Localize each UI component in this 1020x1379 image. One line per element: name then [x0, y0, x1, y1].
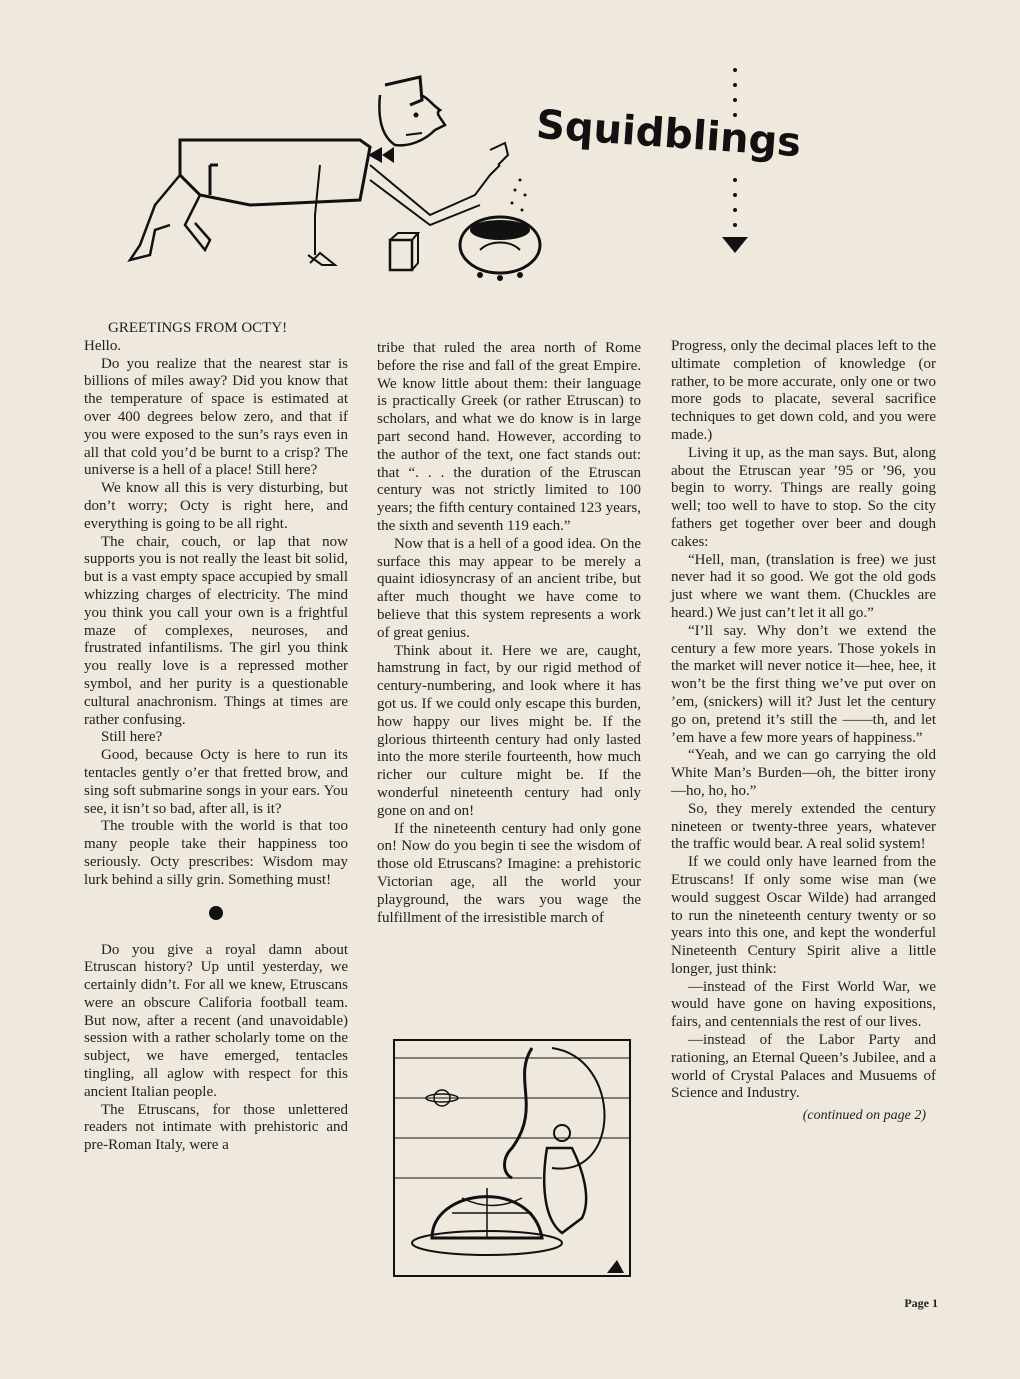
paragraph: —instead of the Labor Party and rationing, an Eternal Queen’s Jubilee, and a world of Crystal Palaces and Musuems of Science and Industry. — [671, 1032, 936, 1102]
paragraph: The Etruscans, for those unlettered readers not intimate with prehistoric and pre-Roman Italy, were a — [84, 1101, 348, 1154]
paragraph: tribe that ruled the area north of Rome before the rise and fall of the great Empire. We know little about them: their language is practically Greek (or rather Etruscan) to scholars, and what we do know is in large part second hand. However, according to the author of the text, one fact stands out: that “. . . the duration of the Etruscan century was not strictly limited to 100 years; the fifth century contained 123 years, the sixth and seventh 119 each.” — [377, 340, 641, 534]
paragraph: Now that is a hell of a good idea. On the surface this may appear to be merely a quaint idiosyncrasy of an ancient tribe, but after much thought we have come to believe that this system represents a work of great genius. — [377, 535, 641, 641]
cartoon-illustration — [392, 1038, 632, 1278]
column-2 — [377, 340, 641, 927]
page-number: Page 1 — [904, 1296, 938, 1310]
hello-line: Hello. — [84, 337, 122, 354]
column-1 — [84, 320, 348, 1155]
paragraph: We know all this is very disturbing, but don’t worry; Octy is right here, and everything is going to be all right. — [84, 480, 348, 532]
paragraph: “Hell, man, (translation is free) we just never had it so good. We got the old gods just where we want them. (Chuckles are heard.) We just can’t let it all go.” — [671, 551, 936, 621]
masthead — [110, 55, 930, 310]
paragraph: Do you give a royal damn about Etruscan history? Up until yesterday, we certainly didn’t. For all we knew, Etruscans were an obscure Califoria football team. But now, after a recent (and unavoidable) session with a rather scholarly tome on the subject, we have emerged, tentacles tingling, all aglow with respect for this ancient Italian people. — [84, 941, 348, 1100]
paragraph: Think about it. Here we are, caught, hamstrung in fact, by our rigid method of century-numbering, and look where it has got us. If we could only escape this burden, how happy our lives might be. If the glorious thirteenth century had only lasted into the more sterile fourteenth, how much richer our culture might be. If the wonderful nineteenth century had only gone on and on! — [377, 642, 641, 819]
paragraph: If the nineteenth century had only gone on! Now do you begin ti see the wisdom of those old Etruscans? Imagine: a prehistoric Victorian age, all the world your playground, the wars you wage the fulfillment of the irresistible march of — [377, 820, 641, 926]
paragraph: Living it up, as the man says. But, along about the Etruscan year ’95 or ’96, you begin to worry. Things are really going well; too well to have to stop. So the city fathers get together over beer and dough cakes: — [671, 444, 936, 550]
paragraph: If we could only have learned from the Etruscans! If only some wise man (we would suggest Oscar Wilde) had arranged to run the nineteenth century twenty or so years into this one, and kept the wonderful Nineteenth Century Spirit alive a little longer, just think: — [671, 854, 936, 977]
section-divider-dot — [209, 906, 223, 920]
paragraph: The trouble with the world is that too many people take their happiness too seriously. Octy prescribes: Wisdom may lurk behind a silly grin. Something must! — [84, 818, 348, 888]
continued-note: (continued on page 2) — [802, 1108, 926, 1124]
paragraph: “Yeah, and we can go carrying the old White Man’s Burden—oh, the bitter irony—ho, ho, ho.” — [671, 747, 936, 799]
paragraph: —instead of the First World War, we would have gone on having expositions, fairs, and centennials the rest of our lives. — [671, 978, 936, 1031]
paragraph: The chair, couch, or lap that now supports you is not really the least bit solid, but is a vast empty space accupied by small whizzing charges of electricity. The mind you think you call your own is a frightful maze of complexes, neuroses, and frustrated infantilisms. The girl you think you really love is a repressed mother symbol, and her purity is a questionable cultural anachronism. Things at times are rather confusing. — [84, 533, 348, 728]
paragraph: Progress, only the decimal places left to the ultimate completion of knowledge (or rather, to be more accurate, only one or two more gods to placate, several sacrifice techniques to get down cold, and you were made.) — [671, 338, 936, 443]
paragraph: Still here? — [101, 729, 163, 746]
paragraph: So, they merely extended the century nineteen or twenty-three years, whatever the traffic would bear. A real solid system! — [671, 800, 936, 853]
page-title: Squidblings — [534, 101, 803, 167]
column-3 — [671, 338, 936, 1125]
paragraph: “I’ll say. Why don’t we extend the century a few more years. Those yokels in the market will never notice it—hee, hee, it won’t be the first thing we’ve put over on ’em, (snickers) will it? Just let the century go on, pretend it’s still the ——th, and let ’em have a few more years of happiness.” — [671, 622, 936, 746]
masthead-illustration — [110, 55, 930, 310]
paragraph: Do you realize that the nearest star is billions of miles away? Did you know that the temperature of space is estimated at over 400 degrees below zero, and that if you were exposed to the sun’s rays even in all that cold you’d be burnt to a crisp? The universe is a hell of a place! Still here? — [84, 355, 348, 479]
greeting-heading: GREETINGS FROM OCTY! — [108, 320, 288, 336]
paragraph: Good, because Octy is here to run its tentacles gently o’er that fretted brow, and sing soft submarine songs in your ears. You see, it isn’t so bad, after all, is it? — [84, 747, 348, 817]
